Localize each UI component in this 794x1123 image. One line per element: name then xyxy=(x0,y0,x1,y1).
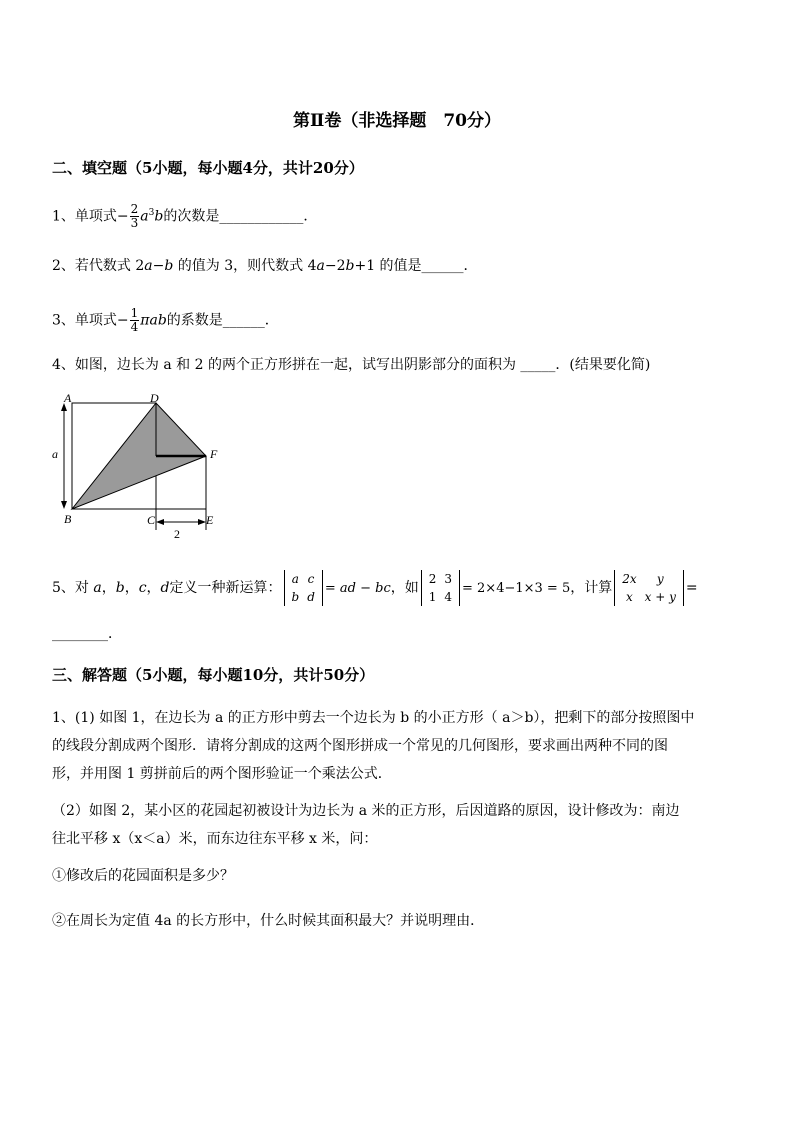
q2-part: −2 xyxy=(324,258,346,274)
q5-eq1: = ad − bc xyxy=(324,581,391,596)
q3-1-line: 1、(1) 如图 1，在边长为 a 的正方形中剪去一个边长为 b 的小正方形（ a＞b），把剩下的部分按照图中 xyxy=(52,710,695,726)
page-title: 第Ⅱ卷（非选择题 70分） xyxy=(293,111,501,131)
section-2-heading: 二、填空题（5小题，每小题4分，共计20分） xyxy=(52,159,364,177)
determinant-example xyxy=(421,570,460,606)
determinant-entry: a xyxy=(291,572,299,586)
determinant-entry: 2x xyxy=(622,572,637,586)
question-2-3 xyxy=(52,307,279,334)
q3-frac-num: 1 xyxy=(130,306,139,320)
sub-question-2: ②在周长为定值 4a 的长方形中，什么时候其面积最大？并说明理由． xyxy=(52,913,485,929)
determinant-question xyxy=(614,570,684,606)
q5-eq2: = 2×4−1×3 = 5 xyxy=(462,581,571,596)
determinant-definition xyxy=(284,570,323,606)
label-A: A xyxy=(64,391,72,405)
q5-part: ， xyxy=(101,580,116,596)
q5-var: a xyxy=(93,580,102,596)
q5-part: 定义一种新运算： xyxy=(169,580,282,596)
q2-part: − xyxy=(152,258,165,274)
q3-frac-den: 4 xyxy=(130,320,139,334)
question-2-2 xyxy=(52,256,478,276)
question-3-1 xyxy=(52,704,694,788)
determinant-entry: d xyxy=(307,590,315,604)
q3-pi: π xyxy=(140,312,150,329)
q5-part: 5、对 xyxy=(52,580,94,596)
q5-var: d xyxy=(160,580,170,596)
question-2-1 xyxy=(52,203,317,230)
squares-figure xyxy=(50,390,230,540)
q1-frac-num: 2 xyxy=(130,202,139,217)
determinant-entry: 2 xyxy=(428,572,437,586)
determinant-entry: c xyxy=(307,572,315,586)
label-E: E xyxy=(206,513,214,527)
q1-var-a: a xyxy=(140,208,149,225)
q3-1-line: 形，并用图 1 剪拼前后的两个图形验证一个乘法公式． xyxy=(52,766,392,782)
q3-prefix: 3、单项式− xyxy=(52,312,129,329)
q5-part: ，计算 xyxy=(570,580,613,596)
q2-var: a xyxy=(144,258,153,274)
determinant-entry: 1 xyxy=(428,590,437,604)
determinant-entry: b xyxy=(291,590,300,604)
label-B: B xyxy=(64,512,72,526)
q3-fraction xyxy=(130,307,140,334)
label-D: D xyxy=(150,391,159,405)
q3-1-line: 的线段分割成两个图形．请将分割成的这两个图形拼成一个常见的几何图形，要求画出两种不同的图 xyxy=(52,738,668,754)
q5-part: ， xyxy=(146,580,161,596)
q2-part: 2、若代数式 2 xyxy=(52,258,145,274)
q1-fraction xyxy=(130,203,140,230)
q3-2-line: （2）如图 2，某小区的花园起初被设计为边长为 a 米的正方形，后因道路的原因，设计修改为：南边 xyxy=(52,803,680,819)
determinant-entry: x xyxy=(626,590,633,604)
q5-part: ，如 xyxy=(390,580,419,596)
determinant-entry: x + y xyxy=(644,590,676,604)
q5-part: ， xyxy=(124,580,139,596)
question-2-5 xyxy=(52,569,698,608)
arrow-left-icon xyxy=(156,519,164,525)
determinant-entry: 3 xyxy=(444,572,453,586)
q3-suffix: 的系数是______． xyxy=(166,312,279,329)
determinant-entry: y xyxy=(656,572,664,586)
sub-question-1: ①修改后的花园面积是多少？ xyxy=(52,868,234,884)
q3-ab: ab xyxy=(149,312,167,329)
q2-part: +1 的值是______． xyxy=(354,258,478,274)
arrow-right-icon xyxy=(198,519,206,525)
q3-2-line: 往北平移 x（x＜a）米，而东边往东平移 x 米，问： xyxy=(52,831,378,847)
q1-prefix: 1、单项式− xyxy=(52,208,129,225)
q2-part: 的值为 3，则代数式 4 xyxy=(173,258,317,274)
q2-var: b xyxy=(164,258,174,274)
q5-var: b xyxy=(115,580,125,596)
q5-eq3: = xyxy=(685,580,698,596)
label-C: C xyxy=(147,513,156,527)
q5-answer-blank: ________． xyxy=(52,626,122,642)
determinant-entry: 4 xyxy=(444,590,453,604)
section-3-heading: 三、解答题（5小题，每小题10分，共计50分） xyxy=(52,666,375,684)
arrow-down-icon xyxy=(61,501,67,509)
q1-var-b: b xyxy=(154,208,164,225)
q2-var: a xyxy=(316,258,325,274)
q2-var: b xyxy=(345,258,355,274)
label-F: F xyxy=(210,447,218,461)
q1-exponent: 3 xyxy=(148,208,155,218)
q1-suffix: 的次数是____________． xyxy=(163,208,318,225)
q1-frac-den: 3 xyxy=(130,216,139,231)
question-3-1-part-2 xyxy=(52,797,680,853)
label-a: a xyxy=(52,447,58,461)
q5-var: c xyxy=(138,580,147,596)
question-2-4: 4、如图，边长为 a 和 2 的两个正方形拼在一起，试写出阴影部分的面积为 _____．(结果要化简) xyxy=(52,357,651,373)
label-2: 2 xyxy=(174,527,180,540)
